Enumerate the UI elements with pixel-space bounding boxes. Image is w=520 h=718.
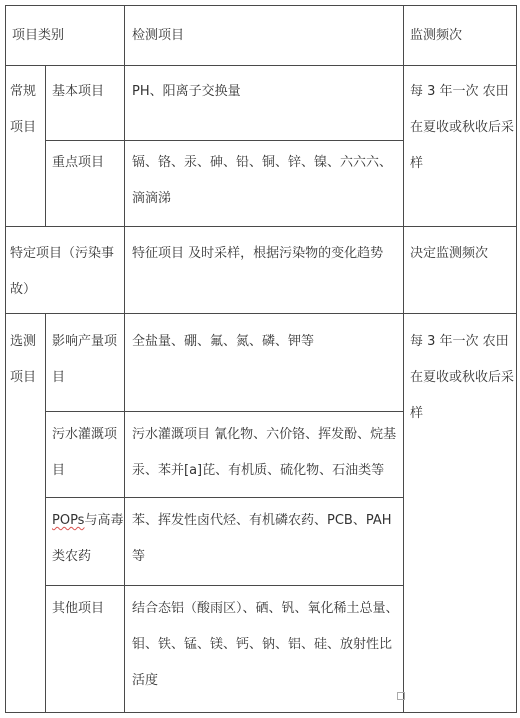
rule-bottom [5,712,517,713]
rule-specific-bottom [5,313,517,314]
rule-opt-1 [45,411,403,412]
row-basic-category: 基本项目 [52,84,105,99]
rule-frequency [403,5,404,713]
row-basic-frequency: 每 3 年一次 农田在夏收或秋收后采样 [410,84,515,171]
pops-label: POPs [52,513,85,528]
rule-routine-sub [45,65,46,226]
row-pops-items: 苯、挥发性卤代烃、有机磷农药、PCB、PAH等 [132,513,392,564]
group-routine: 常规项目 [10,84,37,135]
group-optional: 选测项目 [10,334,37,385]
rule-routine-split [45,140,403,141]
resize-handle-icon[interactable] [397,692,405,700]
header-category: 项目类别 [12,28,65,43]
rule-header-bottom [5,65,517,66]
rule-top [5,5,517,6]
row-specific-frequency: 决定监测频次 [410,246,489,261]
row-yield-frequency: 每 3 年一次 农田在夏收或秋收后采样 [410,334,515,421]
row-irrigation-category: 污水灌溉项目 [52,427,118,478]
rule-left [5,5,6,713]
rule-routine-bottom [5,226,517,227]
rule-opt-2 [45,497,403,498]
header-items: 检测项目 [132,28,185,43]
rule-optional-sub [45,313,46,713]
row-other-category: 其他项目 [52,601,105,616]
row-pops-category [52,503,124,575]
rule-items [124,5,125,713]
row-irrigation-items: 污水灌溉项目 氰化物、六价铬、挥发酚、烷基汞、苯并[a]芘、有机质、硫化物、石油类等 [132,427,397,478]
rule-right [516,5,517,713]
row-yield-items: 全盐量、硼、氟、氮、磷、钾等 [132,334,315,349]
row-yield-category: 影响产量项目 [52,334,118,385]
pops-label-rest: 与高毒类农药 [52,513,124,564]
group-specific: 特定项目（污染事故） [10,246,115,297]
row-key-category: 重点项目 [52,155,105,170]
row-other-items: 结合态铝（酸雨区）、硒、钒、氧化稀土总量、钼、铁、锰、镁、钙、钠、铝、硅、放射性比活度 [132,601,399,688]
row-specific-items: 特征项目 及时采样，根据污染物的变化趋势 [132,246,384,261]
row-key-items: 镉、铬、汞、砷、铅、铜、锌、镍、六六六、滴滴涕 [132,155,393,206]
row-basic-items: PH、阳离子交换量 [132,84,241,99]
header-frequency: 监测频次 [410,28,463,43]
rule-opt-3 [45,585,403,586]
